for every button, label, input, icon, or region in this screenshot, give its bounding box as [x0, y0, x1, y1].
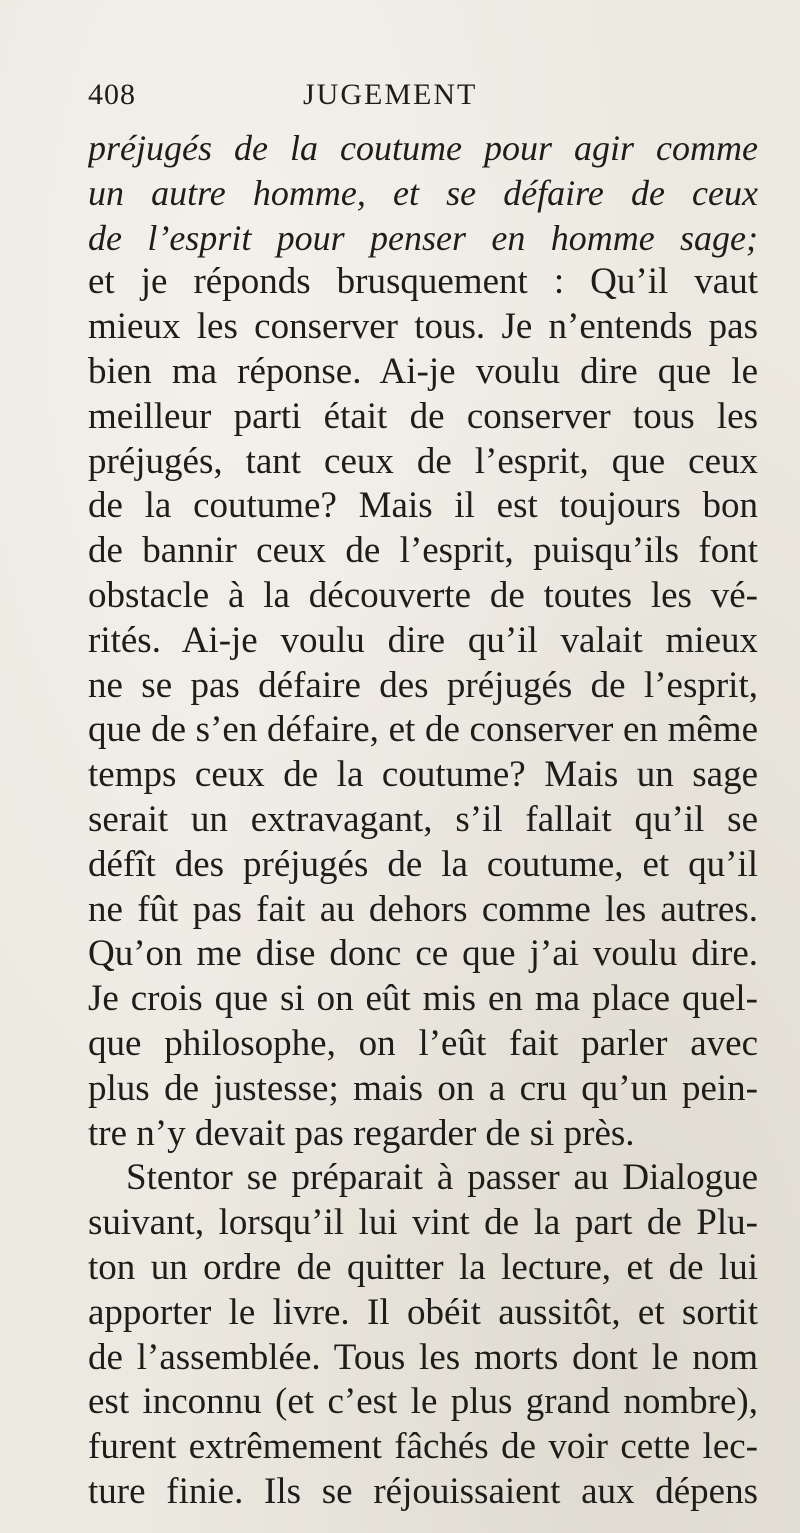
text-line: Qu’on me dise donc ce que j’ai voulu dire.	[88, 933, 758, 975]
text-line: obstacle à la découverte de toutes les vé-	[88, 574, 758, 616]
page-number: 408	[88, 78, 136, 111]
text-line: ton un ordre de quitter la lecture, et de lui	[88, 1246, 758, 1288]
text-line: que de s’en défaire, et de conserver en même	[88, 709, 758, 751]
text-line: défît des préjugés de la coutume, et qu’il	[88, 843, 758, 885]
text-line: rités. Ai-je voulu dire qu’il valait mieux	[88, 619, 758, 661]
text-line: furent extrêmement fâchés de voir cette lec-	[88, 1426, 758, 1468]
text-line: que philosophe, on l’eût fait parler avec	[88, 1022, 758, 1064]
page-header	[88, 78, 748, 118]
text-line: suivant, lorsqu’il lui vint de la part de Plu-	[88, 1202, 758, 1244]
text-line: temps ceux de la coutume? Mais un sage	[88, 754, 758, 796]
text-line: de l’assemblée. Tous les morts dont le nom	[88, 1336, 758, 1378]
text-line: apporter le livre. Il obéit aussitôt, et sortit	[88, 1291, 758, 1333]
text-line: un autre homme, et se défaire de ceux	[88, 172, 758, 213]
text-line: préjugés de la coutume pour agir comme	[88, 128, 758, 168]
text-line: plus de justesse; mais on a cru qu’un pein-	[88, 1067, 758, 1109]
text-line: serait un extravagant, s’il fallait qu’il se	[88, 798, 758, 840]
text-line: est inconnu (et c’est le plus grand nombre),	[88, 1381, 758, 1423]
text-line: meilleur parti était de conserver tous les	[88, 395, 758, 437]
text-line: bien ma réponse. Ai-je voulu dire que le	[88, 350, 758, 392]
text-line: et je réponds brusquement : Qu’il vaut	[88, 261, 758, 303]
text-line: ne fût pas fait au dehors comme les autres.	[88, 888, 758, 930]
text-line: Stentor se préparait à passer au Dialogue	[126, 1157, 758, 1199]
running-head: JUGEMENT	[303, 78, 478, 111]
text-line: Je crois que si on eût mis en ma place quel-	[88, 978, 758, 1020]
body-text	[88, 126, 758, 1515]
text-line: de bannir ceux de l’esprit, puisqu’ils font	[88, 530, 758, 572]
text-line: de l’esprit pour penser en homme sage;	[88, 217, 758, 258]
text-line: tre n’y devait pas regarder de si près.	[88, 1112, 635, 1154]
text-line: mieux les conserver tous. Je n’entends pas	[88, 306, 758, 348]
text-line: préjugés, tant ceux de l’esprit, que ceux	[88, 440, 758, 482]
text-line: ture finie. Ils se réjouissaient aux dépens	[88, 1470, 758, 1512]
text-line: ne se pas défaire des préjugés de l’esprit,	[88, 664, 758, 706]
text-line: de la coutume? Mais il est toujours bon	[88, 485, 758, 527]
